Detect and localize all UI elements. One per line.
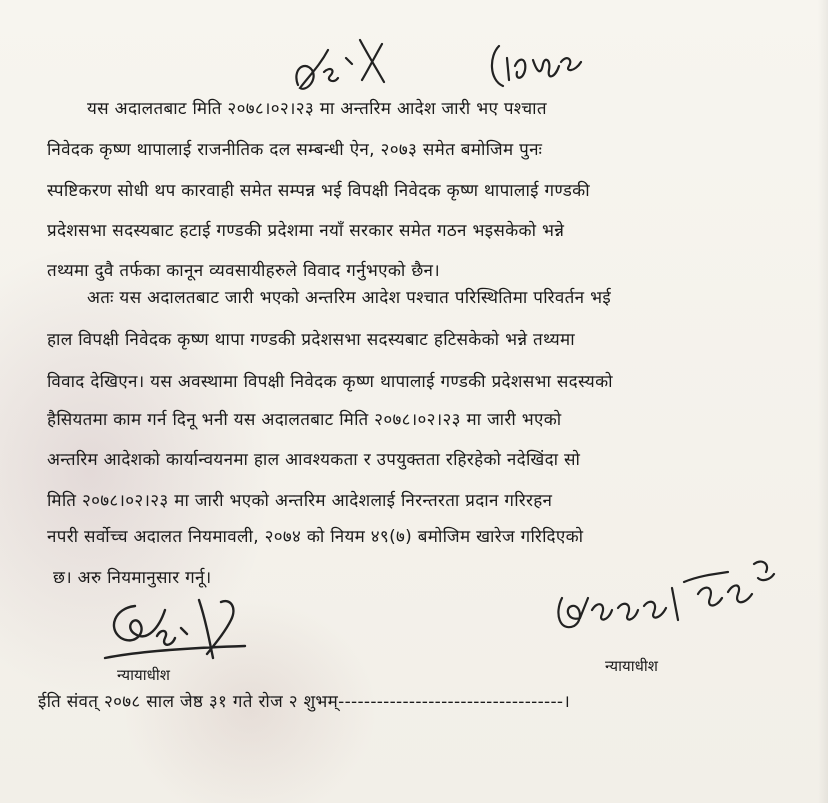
scan-edge-shadow — [818, 0, 828, 803]
left-judge-label: न्यायाधीश — [117, 666, 170, 684]
body-text-line: अतः यस अदालतबाट जारी भएको अन्तरिम आदेश पश्चात परिस्थितिमा परिवर्तन भई — [87, 288, 611, 308]
body-text-line: अन्तरिम आदेशको कार्यान्वयनमा हाल आवश्यकता र उपयुक्तता रहिरहेको नदेखिंदा सो — [47, 450, 581, 470]
body-text-line: स्पष्टिकरण सोधी थप कारवाही समेत सम्पन्न भई विपक्षी निवेदक कृष्ण थापालाई गण्डकी — [47, 181, 590, 201]
body-text-line: प्रदेशसभा सदस्यबाट हटाई गण्डकी प्रदेशमा नयाँ सरकार समेत गठन भइसकेको भन्ने — [47, 221, 565, 241]
body-text-line: विवाद देखिएन। यस अवस्थामा विपक्षी निवेदक कृष्ण थापालाई गण्डकी प्रदेशसभा सदस्यको — [47, 372, 613, 392]
body-text-line: छ। अरु नियमानुसार गर्नू। — [53, 568, 212, 588]
body-text-line: तथ्यमा दुवै तर्फका कानून व्यवसायीहरुले विवाद गर्नुभएको छैन। — [47, 261, 441, 281]
body-text-line: हाल विपक्षी निवेदक कृष्ण थापा गण्डकी प्रदेशसभा सदस्यबाट हटिसकेको भन्ने तथ्यमा — [47, 330, 575, 350]
body-text-line: नपरी सर्वोच्च अदालत नियमावली, २०७४ को नियम ४९(७) बमोजिम खारेज गरिदिएको — [47, 527, 584, 547]
body-text-line: मिति २०७८।०२।२३ मा जारी भएको अन्तरिम आदेशलाई निरन्तरता प्रदान गरिरहन — [47, 491, 553, 511]
right-judge-signature — [548, 548, 788, 648]
right-judge-label: न्यायाधीश — [605, 657, 658, 675]
body-text-line: निवेदक कृष्ण थापालाई राजनीतिक दल सम्बन्धी ऐन, २०७३ समेत बमोजिम पुनः — [47, 140, 543, 160]
footer-date-line: ईति संवत् २०७८ साल जेष्ठ ३१ गते रोज २ शुभम्-----------------------------------। — [38, 692, 571, 712]
body-text-line: यस अदालतबाट मिति २०७८।०२।२३ मा अन्तरिम आदेश जारी भए पश्चात — [87, 99, 547, 119]
top-initial-signature-left — [290, 30, 400, 100]
top-initial-signature-right — [485, 36, 595, 96]
body-text-line: हैसियतमा काम गर्न दिनू भनी यस अदालतबाट मिति २०७८।०२।२३ मा जारी भएको — [47, 410, 562, 430]
